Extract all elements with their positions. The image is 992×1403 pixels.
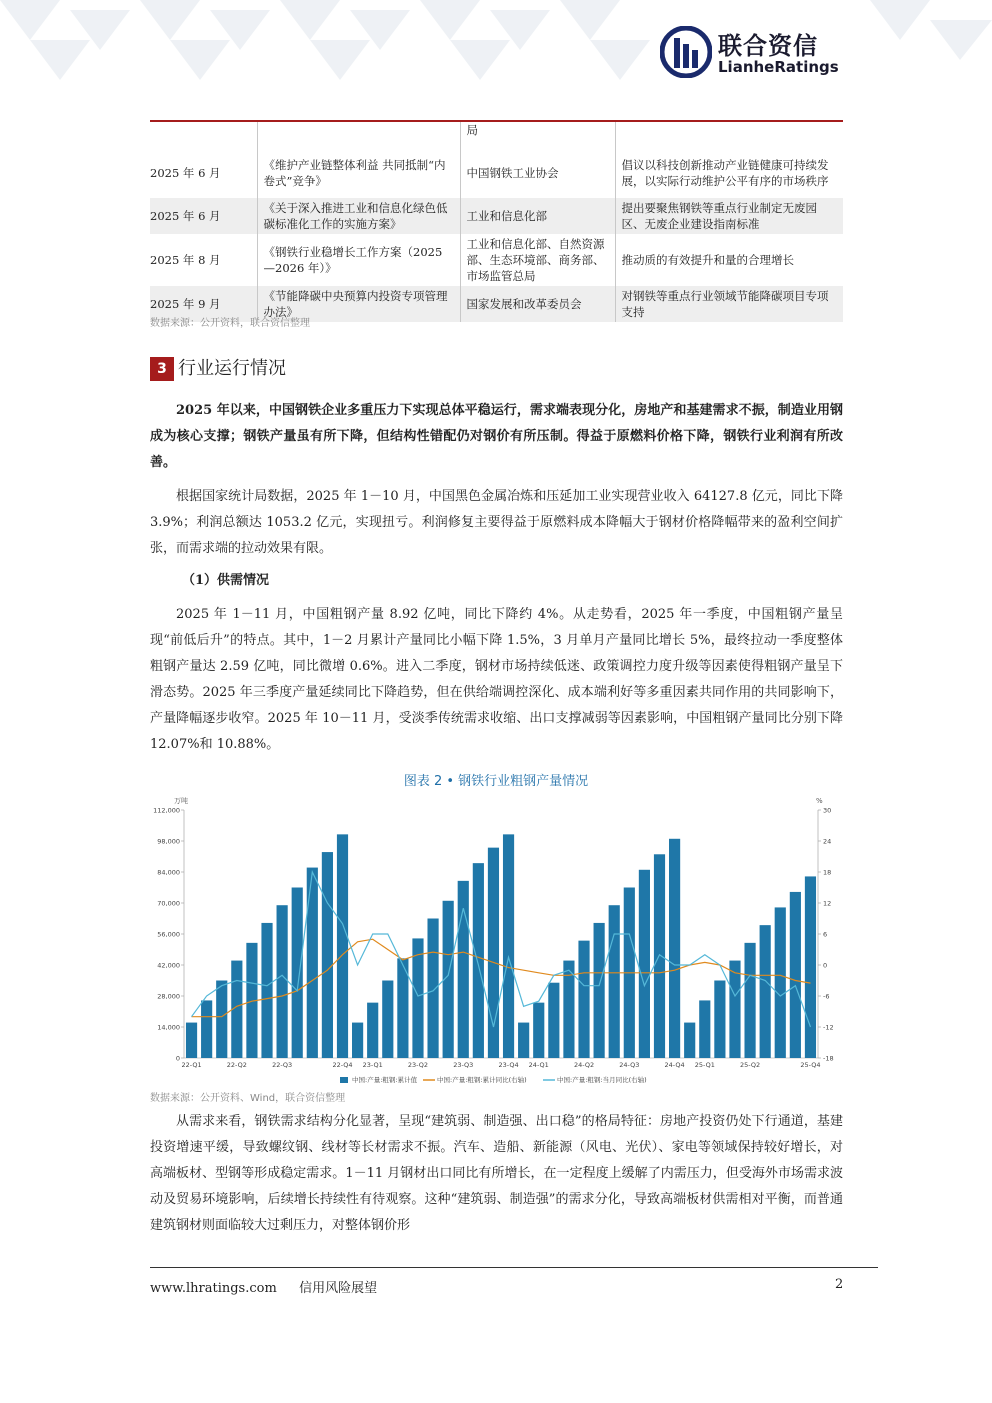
right-axis-unit: %	[816, 797, 823, 805]
bar-cumulative-output	[382, 981, 393, 1059]
bar-cumulative-output	[518, 1023, 529, 1058]
x-tick-label: 23-Q3	[453, 1061, 474, 1069]
lianhe-logo-icon	[660, 26, 712, 78]
table-cell-issuer: 中国钢铁工业协会	[460, 148, 615, 198]
bar-cumulative-output	[352, 1023, 363, 1058]
subheading-supply-demand: （1）供需情况	[182, 573, 270, 588]
bar-cumulative-output	[186, 1023, 197, 1058]
legend-label: 中国:产量:粗钢:累计值	[352, 1076, 418, 1084]
x-tick-label: 22-Q4	[332, 1061, 353, 1069]
bar-cumulative-output	[292, 888, 303, 1059]
x-tick-label: 24-Q4	[664, 1061, 685, 1069]
table-cell-content: 倡议以科技创新推动产业链健康可持续发展，以实际行动维护公平有序的市场秩序	[615, 148, 843, 198]
bar-cumulative-output	[729, 961, 740, 1058]
bar-cumulative-output	[261, 923, 272, 1058]
bar-cumulative-output	[367, 1003, 378, 1058]
brand-name-cn: 联合资信	[718, 32, 818, 60]
table-row	[150, 148, 843, 198]
x-tick-label: 24-Q3	[619, 1061, 640, 1069]
right-tick-label: 18	[823, 868, 832, 877]
x-tick-label: 25-Q4	[800, 1061, 821, 1069]
bar-cumulative-output	[503, 834, 514, 1058]
table-cell-content: 对钢铁等重点行业领域节能降碳项目专项支持	[615, 286, 843, 322]
left-tick-label: 0	[175, 1054, 180, 1063]
table-cell-issuer: 工业和信息化部、自然资源部、生态环境部、商务部、市场监管总局	[460, 234, 615, 286]
table-cell-date: 2025 年 9 月	[150, 286, 257, 322]
bar-cumulative-output	[578, 941, 589, 1058]
bar-cumulative-output	[760, 925, 771, 1058]
table-cell-content: 推动质的有效提升和量的合理增长	[615, 234, 843, 286]
bar-cumulative-output	[337, 834, 348, 1058]
bar-cumulative-output	[654, 854, 665, 1058]
bar-cumulative-output	[201, 1000, 212, 1058]
bar-cumulative-output	[699, 1000, 710, 1058]
right-tick-label: 0	[823, 961, 828, 970]
table-cell-document: 《关于深入推进工业和信息化绿色低碳标准化工作的实施方案》	[257, 198, 460, 234]
left-tick-label: 56,000	[157, 930, 180, 939]
table-cell-date: 2025 年 8 月	[150, 234, 257, 286]
bar-cumulative-output	[216, 981, 227, 1059]
figure-source: 数据来源：公开资料、Wind，联合资信整理	[150, 1093, 346, 1104]
footer-text	[150, 1277, 377, 1296]
left-tick-label: 42,000	[157, 961, 180, 970]
x-tick-label: 25-Q1	[694, 1061, 715, 1069]
left-axis-unit: 万吨	[174, 797, 188, 805]
table-cell-document: 《钢铁行业稳增长工作方案（2025—2026 年）》	[257, 234, 460, 286]
brand-logo	[660, 26, 850, 82]
footer-label: 信用风险展望	[299, 1281, 378, 1296]
bar-cumulative-output	[533, 1003, 544, 1058]
table-cell-content	[615, 120, 843, 148]
left-tick-label: 70,000	[157, 899, 180, 908]
bar-cumulative-output	[639, 870, 650, 1058]
left-tick-label: 98,000	[157, 837, 180, 846]
table-top-rule	[150, 120, 843, 122]
crude-steel-chart	[150, 796, 843, 1088]
brand-name-en: LianheRatings	[718, 58, 839, 76]
right-tick-label: 24	[823, 837, 832, 846]
legend-swatch-bar	[340, 1077, 348, 1083]
bar-cumulative-output	[684, 1023, 695, 1058]
right-tick-label: -18	[823, 1054, 834, 1063]
bar-cumulative-output	[609, 905, 620, 1058]
x-tick-label: 24-Q1	[528, 1061, 549, 1069]
left-tick-label: 14,000	[157, 1023, 180, 1032]
table-cell-date: 2025 年 6 月	[150, 198, 257, 234]
x-tick-label: 22-Q3	[272, 1061, 293, 1069]
footer-rule	[150, 1267, 878, 1268]
lead-paragraph: 2025 年以来，中国钢铁企业多重压力下实现总体平稳运行，需求端表现分化，房地产和基建需求不振，制造业用钢成为核心支撑；钢铁产量虽有所下降，但结构性错配仍对钢价有所压制。得益于原燃料价格下降，钢铁行业利润有所改善。	[150, 403, 843, 470]
legend-label: 中国:产量:粗钢:当月同比(右轴)	[557, 1076, 647, 1084]
table-cell-issuer: 国家发展和改革委员会	[460, 286, 615, 322]
table-cell-document	[257, 120, 460, 148]
body-paragraph-3: 从需求来看，钢铁需求结构分化显著，呈现“建筑弱、制造强、出口稳”的格局特征：房地产投资仍处下行通道，基建投资增速平缓，导致螺纹钢、线材等长材需求不振。汽车、造船、新能源（风电、光伏）、家电等领域保持较好增长，对高端板材、型钢等形成稳定需求。1－11 月钢材出口同比有所增长，在一定程度上缓解了内需压力，但受海外市场需求波动及贸易环境影响，后续增长持续性有待观察。这种“建筑弱、制造强”的需求分化，导致高端板材供需相对平衡，而普通建筑钢材则面临较大过剩压力，对整体钢价形	[150, 1114, 843, 1233]
bar-cumulative-output	[322, 852, 333, 1058]
x-tick-label: 24-Q2	[573, 1061, 595, 1069]
bar-cumulative-output	[548, 983, 559, 1058]
footer-site[interactable]: www.lhratings.com	[150, 1281, 277, 1296]
bar-cumulative-output	[458, 881, 469, 1058]
right-tick-label: -12	[823, 1023, 834, 1032]
figure-title: 图表 2 • 钢铁行业粗钢产量情况	[403, 774, 589, 789]
x-tick-label: 22-Q2	[226, 1061, 247, 1069]
bar-cumulative-output	[714, 981, 725, 1059]
page-number: 2	[835, 1277, 844, 1292]
body-paragraph-2: 2025 年 1－11 月，中国粗钢产量 8.92 亿吨，同比下降约 4%。从走势看，2025 年一季度，中国粗钢产量呈现“前低后升”的特点。其中，1－2 月累计产量同比小幅下降 1.5%，3 月单月产量同比增长 5%，最终拉动一季度整体粗钢产量达 2.59 亿吨，同比微增 0.6%。进入二季度，钢材市场持续低迷、政策调控力度升级等因素使得粗钢产量呈下滑态势。2025 年三季度产量延续同比下降趋势，但在供给端调控深化、成本端利好等多重因素共同作用的共同影响下，产量降幅逐步收窄。2025 年 10－11 月，受淡季传统需求收缩、出口支撑减弱等因素影响，中国粗钢产量同比分别下降 12.07%和 10.88%。	[150, 607, 843, 752]
table-row	[150, 234, 843, 286]
x-tick-label: 25-Q2	[740, 1061, 761, 1069]
legend-label: 中国:产量:粗钢:累计同比(右轴)	[437, 1076, 527, 1084]
bar-cumulative-output	[277, 905, 288, 1058]
section-title: 行业运行情况	[178, 358, 286, 379]
section-number: 3	[150, 357, 174, 381]
bar-cumulative-output	[744, 943, 755, 1058]
left-tick-label: 112,000	[153, 806, 180, 815]
right-tick-label: 30	[823, 806, 832, 815]
table-cell-date: 2025 年 6 月	[150, 148, 257, 198]
bar-cumulative-output	[805, 876, 816, 1058]
x-tick-label: 22-Q1	[181, 1061, 202, 1069]
bar-cumulative-output	[307, 868, 318, 1058]
bar-cumulative-output	[669, 839, 680, 1058]
bar-cumulative-output	[775, 907, 786, 1058]
x-tick-label: 23-Q1	[362, 1061, 383, 1069]
table-cell-document: 《节能降碳中央预算内投资专项管理办法》	[257, 286, 460, 322]
table-row	[150, 198, 843, 234]
bar-cumulative-output	[427, 919, 438, 1059]
policy-table	[150, 120, 843, 322]
table-row	[150, 120, 843, 148]
body-paragraph-1: 根据国家统计局数据，2025 年 1－10 月，中国黑色金属冶炼和压延加工业实现营业收入 64127.8 亿元，同比下降 3.9%；利润总额达 1053.2 亿元，实现扭亏。利润修复主要得益于原燃料成本降幅大于钢材价格降幅带来的盈利空间扩张，而需求端的拉动效果有限。	[150, 489, 843, 556]
bar-cumulative-output	[790, 892, 801, 1058]
bar-cumulative-output	[594, 923, 605, 1058]
left-tick-label: 84,000	[157, 868, 180, 877]
right-tick-label: 12	[823, 899, 832, 908]
table-cell-issuer: 工业和信息化部	[460, 198, 615, 234]
right-tick-label: 6	[823, 930, 828, 939]
table-cell-issuer: 局	[460, 120, 615, 148]
table-source: 数据来源：公开资料，联合资信整理	[150, 318, 310, 329]
x-tick-label: 23-Q4	[498, 1061, 519, 1069]
table-cell-document: 《维护产业链整体利益 共同抵制“内卷式”竞争》	[257, 148, 460, 198]
right-tick-label: -6	[823, 992, 830, 1001]
bar-cumulative-output	[473, 863, 484, 1058]
left-tick-label: 28,000	[157, 992, 180, 1001]
table-cell-content: 提出要聚焦钢铁等重点行业制定无废园区、无废企业建设指南标准	[615, 198, 843, 234]
table-cell-date	[150, 120, 257, 148]
x-tick-label: 23-Q2	[407, 1061, 429, 1069]
